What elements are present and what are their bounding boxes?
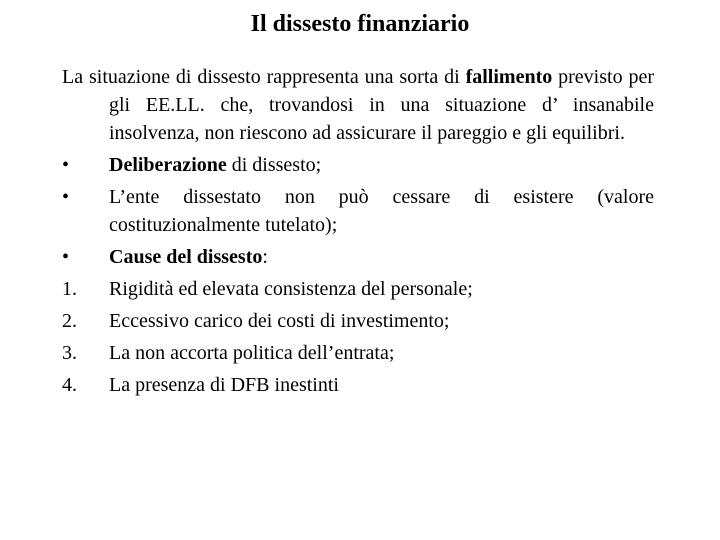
bullet-item-ente	[62, 183, 654, 239]
cause-number: 1.	[62, 278, 77, 300]
cause-item-3	[62, 339, 654, 367]
bullet-text	[109, 243, 654, 271]
cause-text: Eccessivo carico dei costi di investimento;	[109, 310, 450, 332]
bullet-item-cause	[62, 243, 654, 271]
slide-title: Il dissesto finanziario	[250, 11, 470, 37]
bullet-bold-term: Cause del dissesto	[109, 246, 263, 268]
cause-text: Rigidità ed elevata consistenza del personale;	[109, 278, 473, 300]
intro-text-end: previsto per gli EE.LL. che, trovandosi in una situazione d’ insanabile insolvenza, non riescono ad assicurare il pareggio e gli equilibri.	[109, 66, 654, 144]
cause-text: La presenza di DFB inestinti	[109, 374, 339, 396]
cause-item-2	[62, 307, 654, 335]
bullet-item-deliberazione	[62, 151, 654, 179]
intro-bold-term: fallimento	[465, 66, 553, 88]
bullet-rest: L’ente dissestato non può cessare di esistere (valore costituzionalmente tutelato);	[109, 186, 654, 236]
bullet-marker: •	[62, 154, 70, 176]
bullet-text	[109, 151, 654, 179]
cause-text: La non accorta politica dell’entrata;	[109, 342, 395, 364]
bullet-marker: •	[62, 246, 70, 268]
bullet-rest: di dissesto;	[226, 154, 322, 176]
cause-item-4	[62, 371, 654, 399]
cause-item-1	[62, 275, 654, 303]
bullet-marker: •	[62, 186, 70, 208]
cause-number: 3.	[62, 342, 77, 364]
bullet-text	[109, 183, 654, 239]
bullet-bold-term: Deliberazione	[109, 154, 227, 176]
intro-paragraph	[62, 63, 654, 147]
slide-body	[62, 63, 654, 403]
cause-number: 2.	[62, 310, 77, 332]
intro-text-start: La situazione di dissesto rappresenta una sorta di	[62, 66, 466, 88]
bullet-rest: :	[262, 246, 268, 268]
cause-number: 4.	[62, 374, 77, 396]
